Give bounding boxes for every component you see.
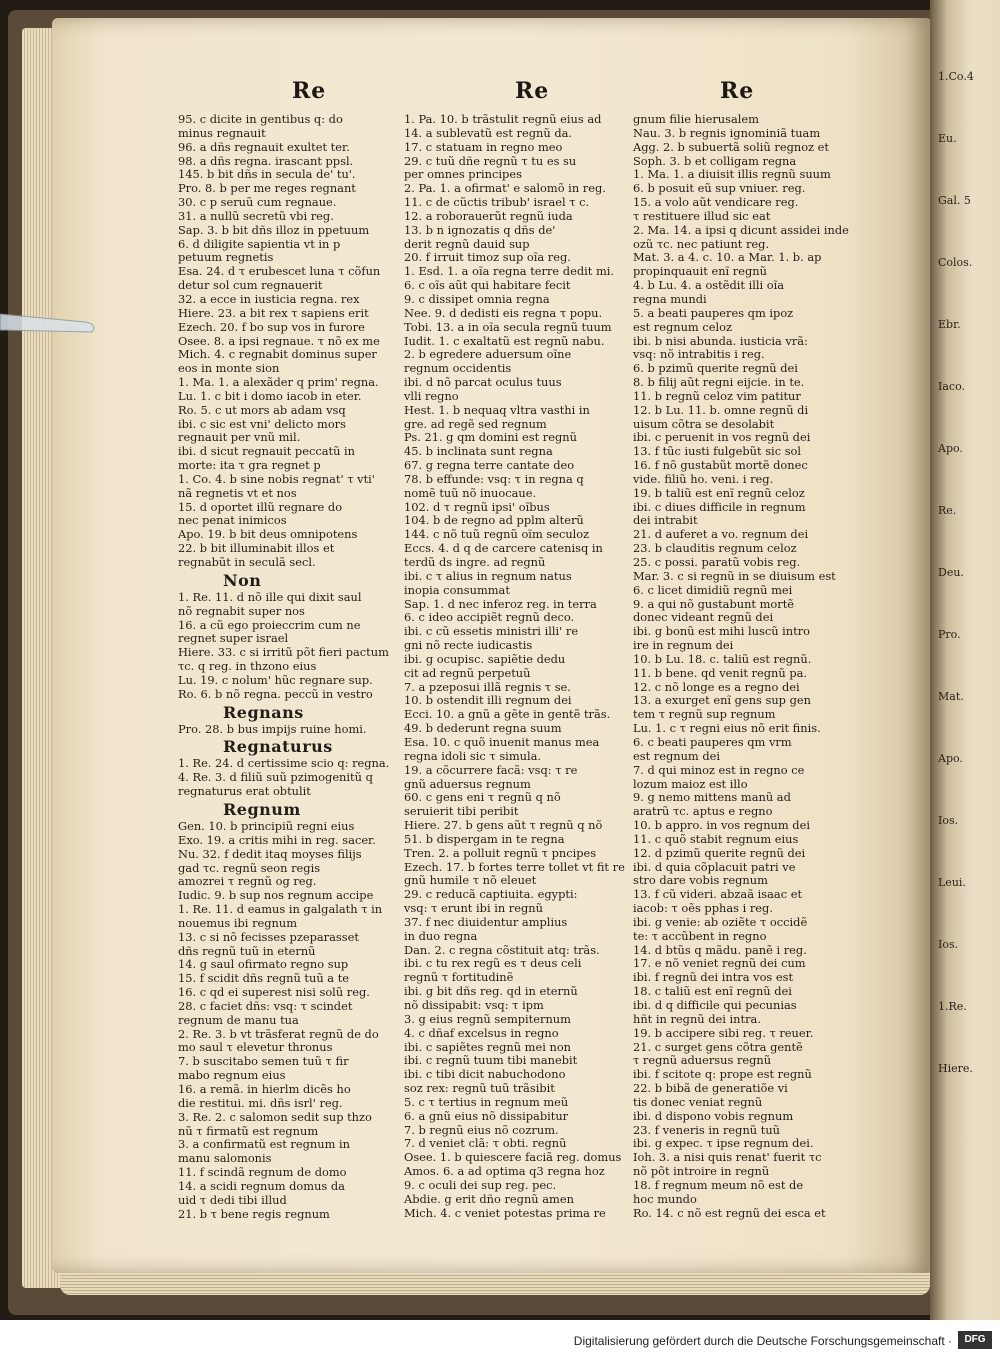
concordance-line: Hiere. 27. b gens aũt τ regnũ q nõ [404,818,603,833]
concordance-line: 22. b bit illuminabit illos et [178,541,335,556]
concordance-line: hñt in regnũ dei intra. [633,1011,761,1026]
concordance-line: 14. d btũs q mãdu. panẽ i reg. [633,942,807,957]
concordance-line: ibi. g venie: ab oziẽte τ occidẽ [633,914,808,929]
concordance-line: ibi. c tu rex regũ es τ deus celi [404,956,582,971]
concordance-line: Hest. 1. b nequaq vltra vasthi in [404,402,590,417]
concordance-line: aratrũ τc. aptus e regno [633,804,773,819]
concordance-line: vsq: τ erunt ibi in regnũ [404,901,543,916]
concordance-line: 12. c nõ longe es a regno dei [633,679,800,694]
concordance-line: gnũ humile τ nõ eleuet [404,873,537,888]
concordance-line: 7. b regnũ eius nõ cozrum. [404,1122,559,1137]
concordance-line: 28. c faciet dñs: vsq: τ scindet [178,998,353,1013]
concordance-line: tis donec veniat regnũ [633,1094,763,1109]
concordance-line: 7. b suscitabo semen tuũ τ fir [178,1054,349,1069]
concordance-line: 14. g saul ofirmato regno sup [178,957,349,972]
concordance-line: amozrei τ regnũ og reg. [178,874,317,889]
concordance-line: 3. Re. 2. c salomon sedit sup thzo [178,1109,372,1124]
concordance-line: inopia consummat [404,582,510,597]
concordance-line: 12. d pzimũ querite regnũ dei [633,845,806,860]
concordance-line: Hiere. 23. a bit rex τ sapiens erit [178,305,369,320]
concordance-line: 67. g regna terre cantate deo [404,458,575,473]
concordance-line: gre. ad regẽ sed regnum [404,416,547,431]
concordance-line: petuum regnetis [178,250,274,265]
concordance-line: 22. b bibã de generatiõe vi [633,1081,788,1096]
concordance-line: regnaturus erat obtulit [178,784,311,799]
running-head-col3: Re [720,78,755,104]
concordance-line: 37. f nec diuidentur amplius [404,914,568,929]
right-page-citation: Re. [938,504,957,517]
concordance-line: 12. b Lu. 11. b. omne regnũ di [633,402,809,417]
concordance-line: 9. c dissipet omnia regna [404,291,550,306]
concordance-line: Pro. 28. b bus impijs ruine homi. [178,721,367,736]
concordance-line: 1. Ma. 1. a diuisit illis regnũ suum [633,167,831,182]
concordance-line: 4. Re. 3. d filiũ suũ pzimogenitũ q [178,770,373,785]
concordance-line: nouemus ibi regnum [178,915,298,930]
concordance-line: ibi. d sicut regnauit peccatũ in [178,444,356,459]
running-head-col2: Re [515,78,550,104]
concordance-line: ibi. d dispono vobis regnum [633,1108,794,1123]
concordance-line: Ro. 5. c ut mors ab adam vsq [178,402,346,417]
concordance-line: Sap. 1. d nec inferoz reg. in terra [404,596,597,611]
concordance-line: 13. f tũc iusti fulgebũt sic sol [633,444,802,459]
entry-heading: Regnans [223,702,304,722]
concordance-line: regnet super israel [178,631,289,646]
concordance-line: ozũ τc. nec patiunt reg. [633,236,770,251]
concordance-line: gnũ aduersus regnum [404,776,531,791]
concordance-line: Lu. 1. c bit i domo iacob in eter. [178,388,362,403]
concordance-line: nũ τ firmatũ est regnum [178,1123,319,1138]
concordance-line: Tobi. 13. a in oĩa secula regnũ tuum [404,319,612,334]
concordance-line: 4. b Lu. 4. a ostẽdit illi oĩa [633,278,785,293]
concordance-line: 23. b clauditis regnum celoz [633,541,797,556]
concordance-line: nõ põt introire in regnũ [633,1164,770,1179]
concordance-line: 6. d diligite sapientia vt in p [178,236,341,251]
entry-heading: Regnaturus [223,737,333,757]
concordance-line: ibi. g ocupisc. sapiẽtie dedu [404,651,566,666]
concordance-line: Eccs. 4. d q de carcere catenisq in [404,541,603,556]
concordance-line: est regnum dei [633,748,721,763]
concordance-line: nomẽ tuũ nõ inuocaue. [404,485,537,500]
right-page-citation: Iaco. [938,380,965,393]
entry-heading: Non [223,570,262,590]
right-page-fragment [930,0,1000,1320]
concordance-line: 13. a exurget enĩ gens sup gen [633,693,811,708]
right-page-citation: Apo. [938,442,963,455]
concordance-line: Ezech. 20. f bo sup vos in furore [178,319,365,334]
concordance-line: 2. Re. 3. b vt trãsferat regnũ de do [178,1026,379,1041]
concordance-line: 9. g nemo mittens manũ ad [633,790,791,805]
concordance-line: 78. b effunde: vsq: τ in regna q [404,471,584,486]
concordance-line: 145. b bit dñs in secula de' tu'. [178,167,356,182]
concordance-line: 6. c beati pauperes qm vrm [633,734,792,749]
concordance-line: Ioh. 3. a nisi quis renat' fuerit τc [633,1150,822,1165]
concordance-line: 1. Re. 11. d eamus in galgalath τ in [178,902,383,917]
concordance-line: mabo regnum eius [178,1068,286,1083]
concordance-line: Nee. 9. d dedisti eis regna τ popu. [404,305,603,320]
concordance-line: regna mundi [633,291,707,306]
concordance-line: nõ regnabit super nos [178,603,305,618]
concordance-line: 7. d veniet clã: τ obti. regnũ [404,1136,567,1151]
concordance-line: lozum maioz est illo [633,776,748,791]
concordance-line: 30. c p seruũ cum regnaue. [178,195,337,210]
concordance-line: 10. b appro. in vos regnum dei [633,818,810,833]
concordance-line: 104. b de regno ad pplm alterũ [404,513,584,528]
concordance-line: 49. b dederunt regna suum [404,721,562,736]
concordance-line: 16. a remã. in hierlm dicẽs ho [178,1082,351,1096]
concordance-line: Nu. 32. f dedit itaq moyses filijs [178,846,362,861]
concordance-line: 11. c quõ stabit regnum eius [633,831,799,846]
concordance-line: 1. Ma. 1. a alexãder q prim' regna. [178,375,379,390]
concordance-line: ibi. d q difficile qui pecunias [633,998,797,1012]
concordance-line: vsq: nõ intrabitis i reg. [633,347,765,362]
concordance-line: Osee. 8. a ipsi regnaue. τ nõ ex me [178,333,380,348]
concordance-line: 9. a qui nõ gustabunt mortẽ [633,596,795,611]
concordance-line: 10. b Lu. 18. c. taliũ est regnũ. [633,651,812,666]
concordance-line: 29. c reducã captiuita. egypti: [404,887,578,902]
concordance-line: Nau. 3. b regnis ignominiã tuam [633,125,821,140]
concordance-line: 2. Pa. 1. a ofirmat' e salomõ in reg. [404,181,606,196]
concordance-line: Mich. 4. c regnabit dominus super [178,347,377,362]
concordance-line: soz rex: regnũ tuũ trãsibit [404,1081,555,1096]
concordance-line: Exo. 19. a critis mihi in reg. sacer. [178,832,376,847]
concordance-line: 9. c oculi dei sup reg. pec. [404,1177,557,1192]
concordance-line: regnabũt in seculã secl. [178,555,316,569]
concordance-line: uid τ dedi tibi illud [178,1192,287,1207]
concordance-line: Ro. 6. b nõ regna. peccũ in vestro [178,686,373,701]
funding-notice: Digitalisierung gefördert durch die Deutsche Forschungsgemeinschaft · [573,1334,952,1348]
text-column-3 [633,113,858,1221]
concordance-line: Iudic. 9. b sup nos regnum accipe [178,888,374,903]
concordance-line: gad τc. regnũ seon regis [178,860,321,875]
concordance-line: 29. c tuũ dñe regnũ τ tu es su [404,153,577,168]
right-page-citation: Ios. [938,938,959,951]
concordance-line: regnum occidentis [404,361,512,376]
concordance-line: minus regnauit [178,125,266,140]
concordance-line: 102. d τ regnũ ipsi' oĩbus [404,499,550,514]
concordance-line: stro dare vobis regnum [633,873,768,888]
concordance-line: regna idoli sic τ simula. [404,748,542,763]
concordance-line: 16. c qd ei superest nisi solũ reg. [178,985,370,1000]
concordance-line: 2. b egredere aduersum oĩne [404,347,572,362]
concordance-line: 14. a sublevatũ est regnũ da. [404,125,573,140]
concordance-line: propinquauit enĩ regnũ [633,264,767,279]
concordance-line: Pro. 8. b per me reges regnant [178,181,356,196]
concordance-line: Mich. 4. c veniet potestas prima re [404,1205,606,1220]
concordance-line: Ecci. 10. a gnũ a gẽte in gentẽ trãs. [404,707,611,722]
concordance-line: Soph. 3. b et colligam regna [633,153,797,168]
concordance-line: 95. c dicite in gentibus q: do [178,112,343,126]
concordance-line: Osee. 1. b quiescere faciã reg. domus [404,1150,622,1165]
concordance-line: ibi. c cũ essetis ministri illi' re [404,624,579,639]
concordance-line: terdũ ds ingre. ad regnũ [404,555,546,569]
concordance-line: 6. c licet dimidiũ regnũ mei [633,582,793,597]
concordance-line: 19. b taliũ est enĩ regnũ celoz [633,485,805,500]
concordance-line: ibi. c diues difficile in regnum [633,499,806,514]
right-page-citation: Pro. [938,628,961,641]
concordance-line: Lu. 19. c nolum' hũc regnare sup. [178,672,373,687]
right-page-citation: Leui. [938,876,966,889]
concordance-line: 1. Re. 24. d certissime scio q: regna. [178,756,390,771]
concordance-line: τ regnũ aduersus regnũ [633,1053,772,1068]
concordance-line: Mat. 3. a 4. c. 10. a Mar. 1. b. ap [633,250,822,265]
concordance-line: ibi. g bit dñs reg. qd in eternũ [404,984,578,999]
text-column-2 [404,113,629,1221]
concordance-line: 31. a nullũ secretũ vbi reg. [178,208,334,223]
concordance-line: 12. a roborauerũt regnũ iuda [404,208,573,223]
concordance-line: 6. b pzimũ querite regnũ dei [633,361,798,376]
concordance-line: 20. f irruit timoz sup oĩa reg. [404,250,571,265]
right-page-citation: Eu. [938,132,957,145]
concordance-line: ibi. f regnũ dei intra vos est [633,970,794,985]
concordance-line: gni nõ recte iudicastis [404,638,533,653]
right-page-citation: Deu. [938,566,964,579]
concordance-line: 6. a gnũ eius nõ dissipabitur [404,1108,569,1123]
concordance-line: vide. filiũ ho. veni. i reg. [633,471,774,486]
concordance-line: 13. f cũ videri. abzaã isaac et [633,887,803,902]
concordance-line: ibi. c regnũ tuum tibi manebit [404,1053,578,1068]
concordance-line: manu salomonis [178,1151,272,1166]
concordance-line: 21. c surget gens cõtra gentẽ [633,1039,803,1054]
right-page-citation: Ios. [938,814,959,827]
concordance-line: gnum filie hierusalem [633,112,759,126]
concordance-line: Ps. 21. g qm domini est regnũ [404,430,577,445]
concordance-line: 21. b τ bene regis regnum [178,1206,330,1221]
concordance-line: cit ad regnũ perpetuũ [404,665,531,680]
concordance-line: 144. c nõ tuũ regnũ oĩm seculoz [404,527,590,542]
concordance-line: ibi. g bonũ est mihi luscũ intro [633,624,811,639]
concordance-line: te: τ accũbent in regno [633,928,767,943]
right-page-citation: Hiere. [938,1062,973,1075]
concordance-line: Lu. 1. c τ regni eius nõ erit finis. [633,721,821,736]
concordance-line: Agg. 2. b subuertã soliũ regnoz et [633,139,829,154]
concordance-line: 13. c si nõ fecisses pzeparasset [178,929,359,944]
text-column-1 [178,113,403,1221]
right-page-citation: 1.Co.4 [938,70,974,83]
concordance-line: 15. f scidit dñs regnũ tuũ a te [178,971,350,986]
footer-bar [0,1320,1000,1363]
concordance-line: Iudit. 1. c exaltatũ est regnũ nabu. [404,333,605,348]
concordance-line: eos in monte sion [178,361,280,376]
concordance-line: ibi. c tibi dicit nabuchodono [404,1067,566,1082]
concordance-line: 3. a confirmatũ est regnum in [178,1137,350,1152]
concordance-line: dei intrabit [633,513,698,528]
concordance-line: 18. f regnum meum nõ est de [633,1177,804,1192]
concordance-line: 32. a ecce in iusticia regna. rex [178,291,360,306]
concordance-line: 19. a cõcurrere facã: vsq: τ re [404,762,578,777]
concordance-line: ibi. f scitote q: prope est regnũ [633,1067,812,1082]
concordance-line: 16. a cũ ego proieccrim cum ne [178,617,361,632]
concordance-line: 1. Re. 11. d nõ ille qui dixit saul [178,589,362,604]
concordance-line: Gen. 10. b principiũ regni eius [178,818,355,833]
concordance-line: 13. b n ignozatis q dñs de' [404,222,556,237]
concordance-line: Abdie. g erit dño regnũ amen [404,1191,574,1206]
dfg-logo: DFG [958,1331,992,1349]
concordance-line: 19. b accipere sibi reg. τ reuer. [633,1025,814,1040]
concordance-line: 51. b dispergam in te regna [404,831,565,846]
concordance-line: detur sol cum regnauerit [178,278,323,293]
concordance-line: derit regnũ dauid sup [404,236,530,251]
concordance-line: Hiere. 33. c si irritũ põt fieri pactum [178,645,389,660]
concordance-line: Ro. 14. c nõ est regnũ dei esca et [633,1205,826,1220]
concordance-line: regnum de manu tua [178,1012,299,1027]
concordance-line: 7. a pzeposui illã regnis τ se. [404,679,571,694]
concordance-line: regnũ τ fortitudinẽ [404,970,514,985]
concordance-line: Apo. 19. b bit deus omnipotens [178,527,358,542]
concordance-line: Amos. 6. a ad optima q3 regna hoz [404,1164,605,1179]
concordance-line: nõ dissipabit: vsq: τ ipm [404,998,544,1012]
concordance-line: est regnum celoz [633,319,732,334]
concordance-line: τc. q reg. in thzono eius [178,659,317,674]
concordance-line: 45. b inclinata sunt regna [404,444,553,459]
concordance-line: dñs regnũ tuũ in eternũ [178,943,316,958]
concordance-line: 23. f veneris in regnũ tuũ [633,1122,780,1137]
concordance-line: ire in regnum dei [633,638,734,653]
right-page-citation: Colos. [938,256,973,269]
concordance-line: 96. a dñs regnauit exultet ter. [178,139,350,154]
entry-heading: Regnum [223,799,301,819]
concordance-line: 10. b ostendit illi regnum dei [404,693,572,708]
concordance-line: 6. b posuit eũ sup vniuer. reg. [633,181,806,196]
concordance-line: Esa. 24. d τ erubescet luna τ cõfun [178,264,381,279]
concordance-line: ibi. c τ alius in regnum natus [404,568,572,583]
concordance-line: 17. c statuam in regno meo [404,139,563,154]
concordance-line: 25. c possi. paratũ vobis reg. [633,555,801,569]
concordance-line: 1. Esd. 1. a oĩa regna terre dedit mi. [404,264,615,279]
concordance-line: tem τ regnũ sup regnum [633,707,776,722]
concordance-line: seruierit tibi peribit [404,804,519,819]
concordance-line: vlli regno [404,388,459,403]
plastic-page-marker-icon [0,308,100,338]
concordance-line: 15. a volo aũt vendicare reg. [633,195,799,210]
concordance-line: 98. a dñs regna. irascant ppsl. [178,153,354,168]
concordance-line: Mar. 3. c si regnũ in se diuisum est [633,568,836,583]
right-page-citation: 1.Re. [938,1000,967,1013]
right-page-citation: Mat. [938,690,964,703]
concordance-line: nec penat inimicos [178,513,287,528]
concordance-line: uisum cõtra se desolabit [633,416,775,431]
concordance-line: 11. b regnũ celoz vim patitur [633,388,801,403]
concordance-line: 1. Pa. 10. b trãstulit regnũ eius ad [404,112,602,126]
concordance-line: 21. d auferet a vo. regnum dei [633,527,809,542]
concordance-line: morte: ita τ gra regnet p [178,458,321,473]
concordance-line: regnauit per vnũ mil. [178,430,301,445]
concordance-line: 5. a beati pauperes qm ipoz [633,305,794,320]
concordance-line: 7. d qui minoz est in regno ce [633,762,805,777]
running-head-col1: Re [292,78,327,104]
concordance-line: nã regnetis vt et nos [178,485,297,500]
concordance-line: 4. c dñaf excelsus in regno [404,1025,559,1040]
concordance-line: iacob: τ oẽs pphas i reg. [633,901,773,916]
concordance-line: Esa. 10. c quõ inuenit manus mea [404,734,600,749]
concordance-line: donec videant regnũ dei [633,610,774,625]
concordance-line: 11. c de cũctis tribub' israel τ c. [404,195,590,210]
concordance-line: 3. g eius regnũ sempiternum [404,1011,571,1026]
concordance-line: 11. b bene. qd venit regnũ pa. [633,665,808,680]
concordance-line: ibi. b nisi abunda. iusticia vrã: [633,333,808,348]
concordance-line: Dan. 2. c regna cõstituit atq: trãs. [404,942,600,957]
concordance-line: hoc mundo [633,1191,697,1206]
concordance-line: 5. c τ tertius in regnum meũ [404,1094,569,1109]
concordance-line: 8. b filij aũt regni eijcie. in te. [633,375,805,390]
concordance-line: 6. c oĩs aũt qui habitare fecit [404,278,571,293]
concordance-line: 17. e nõ veniet regnũ dei cum [633,956,806,971]
concordance-line: mo saul τ elevetur thronus [178,1040,333,1055]
right-page-citation: Gal. 5 [938,194,971,207]
concordance-line: 11. f scindã regnum de domo [178,1165,347,1180]
concordance-line: ibi. c sic est vni' delicto mors [178,416,346,431]
concordance-line: 16. f nõ gustabũt mortẽ donec [633,458,808,473]
concordance-line: 6. c ideo accipiẽt regnũ deco. [404,610,575,625]
concordance-line: 15. d oportet illũ regnare do [178,499,343,514]
concordance-line: die restitui. mi. dñs isrl' reg. [178,1095,343,1110]
right-page-citation: Ebr. [938,318,961,331]
concordance-line: 2. Ma. 14. a ipsi q dicunt assidei inde [633,222,849,237]
concordance-line: ibi. d quia cõplacuit patri ve [633,859,796,874]
concordance-line: per omnes principes [404,167,522,182]
concordance-line: ibi. d nõ parcat oculus tuus [404,375,562,390]
concordance-line: 1. Co. 4. b sine nobis regnat' τ vti' [178,471,375,486]
concordance-line: Tren. 2. a polluit regnũ τ pncipes [404,845,597,860]
concordance-line: ibi. c peruenit in vos regnũ dei [633,430,811,445]
concordance-line: in duo regna [404,928,478,943]
concordance-line: 60. c gens eni τ regnũ q nõ [404,790,561,805]
concordance-line: Sap. 3. b bit dñs illoz in ppetuum [178,222,370,237]
concordance-line: ibi. c sapiẽtes regnũ mei non [404,1039,572,1054]
concordance-line: ibi. g expec. τ ipse regnum dei. [633,1136,814,1151]
right-page-citation: Apo. [938,752,963,765]
concordance-line: Ezech. 17. b fortes terre tollet vt fit re [404,859,625,874]
concordance-line: 14. a scidi regnum domus da [178,1178,345,1193]
concordance-line: τ restituere illud sic eat [633,208,771,223]
concordance-line: 18. c taliũ est enĩ regnũ dei [633,984,792,999]
